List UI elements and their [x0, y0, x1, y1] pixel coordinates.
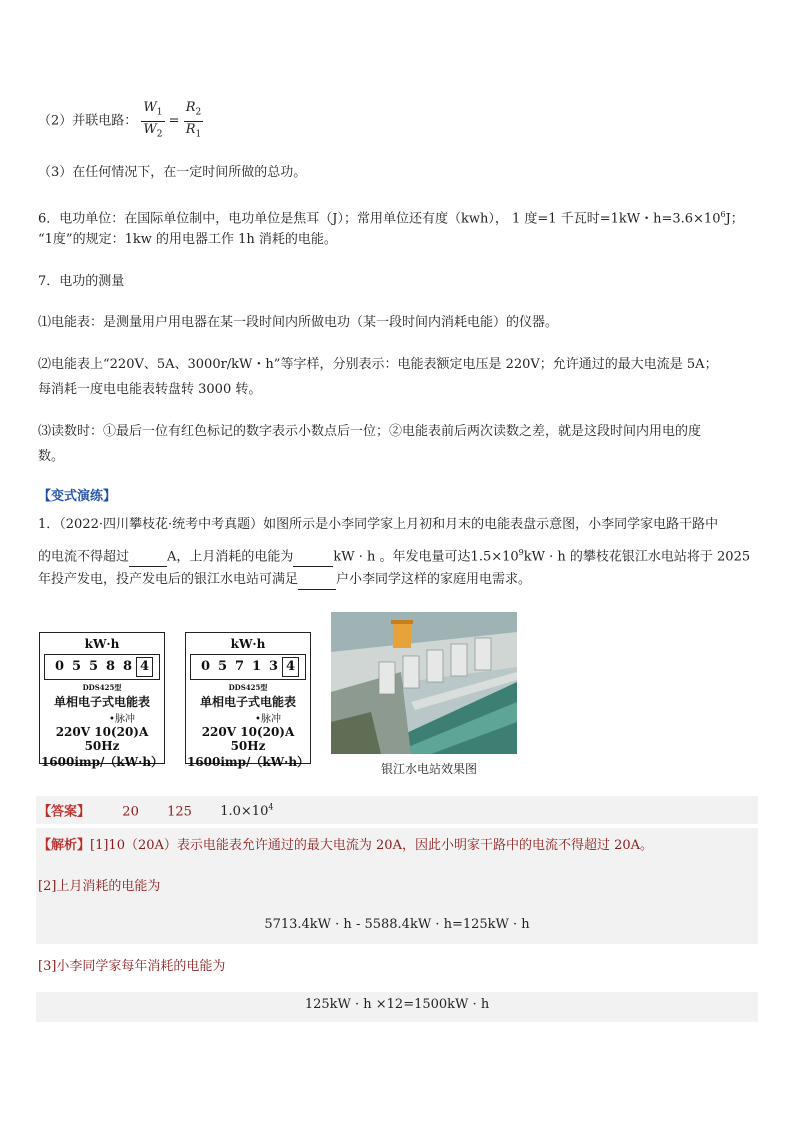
meter-spec: 220V 10(20)A 50Hz — [55, 725, 149, 753]
equals-sign: = — [168, 113, 180, 129]
meter-digit: 0 — [197, 657, 214, 677]
meter-digit: 7 — [231, 657, 248, 677]
meter-digit: 8 — [119, 657, 136, 677]
item-7-3-line1: ⑶读数时：①最后一位有红色标记的数字表示小数点后一位；②电能表前后两次读数之差，就是这段时间内用电的度 — [38, 424, 702, 439]
formula-label: （2）并联电路： — [38, 113, 138, 129]
item-7-title: 7．电功的测量 — [38, 274, 125, 289]
meter-name: 单相电子式电能表 — [199, 695, 296, 709]
answer-value-3: $1.0\times 10^4$ — [220, 803, 274, 820]
meter-digit: 5 — [68, 657, 85, 677]
analysis-line3: [3]小李同学家每年消耗的电能为 — [38, 959, 226, 974]
item-3: （3）在任何情况下，在一定时间所做的总功。 — [38, 165, 307, 180]
question-line2: 的电流不得超过 A，上月消耗的电能为 kW · h 。年发电量可达$1.5\times 10^9kW \cdot h$ 的攀枝花银江水电站将于 2025 — [38, 543, 750, 567]
meter-constant: 1600imp/（kW·h） — [40, 755, 164, 769]
section-title: 【变式演练】 — [38, 489, 117, 504]
question-line3: 年投产发电，投产发电后的银江水电站可满足 户小李同学这样的家庭用电需求。 — [38, 570, 531, 590]
meter-pulse: •脉冲 — [255, 714, 281, 725]
fraction-r: $\frac{R_2}{R_1}$ — [185, 100, 202, 140]
meter-constant: 1600imp/（kW·h） — [186, 755, 310, 769]
item-7-3-line2: 数。 — [38, 449, 65, 464]
answer-blank-1[interactable] — [129, 552, 167, 567]
meter-name: 单相电子式电能表 — [53, 695, 150, 709]
photo-caption: 银江水电站效果图 — [381, 762, 478, 776]
meter-digit: 8 — [102, 657, 119, 677]
answer-line — [38, 798, 273, 822]
meter-digit: 3 — [265, 657, 282, 677]
electricity-meter-start — [39, 632, 165, 769]
fraction-w: $\frac{W_1}{W_2}$ — [143, 100, 163, 140]
answer-label: 【答案】 — [38, 804, 91, 820]
hydropower-station-image — [331, 612, 517, 754]
analysis-line1: 【解析】[1]10（20A）表示电能表允许通过的最大电流为 20A，因此小明家干路中的电流不得超过 20A。 — [38, 838, 654, 853]
item-6-line2: “1度”的规定：1kw 的用电器工作 1h 消耗的电能。 — [38, 232, 337, 247]
dam-illustration — [331, 612, 517, 754]
answer-blank-3[interactable] — [298, 575, 336, 590]
answer-value-2: 125 — [167, 804, 192, 820]
meter-pulse: •脉冲 — [109, 714, 135, 725]
analysis-equation-2: 125kW · h ×12=1500kW · h — [304, 997, 490, 1012]
meter-digit-decimal: 4 — [282, 657, 299, 677]
item-6-line1: 6．电功单位：在国际单位制中，电功单位是焦耳（J）；常用单位还有度（kwh）， 1 度=1 千瓦时=1kW・$h=3.6\times 10^6J$； — [38, 210, 744, 227]
meter-digit: 5 — [85, 657, 102, 677]
meter-model: DDS425型 — [82, 683, 122, 692]
meter-digit: 1 — [248, 657, 265, 677]
meter-digit: 0 — [51, 657, 68, 677]
item-7-2-line1: ⑵电能表上“220V、5A、3000r/kW・h”等字样，分别表示：电能表额定电压是 220V；允许通过的最大电流是 5A； — [38, 357, 718, 372]
meter-unit: kW·h — [230, 637, 266, 651]
meter-digits — [44, 654, 160, 680]
formula-line — [38, 100, 203, 142]
analysis-equation-1: 5713.4kW · h - 5588.4kW · h=125kW · h — [264, 917, 530, 932]
analysis-line2: [2]上月消耗的电能为 — [38, 879, 161, 894]
meter-digit: 5 — [214, 657, 231, 677]
analysis-label: 【解析】 — [38, 838, 91, 853]
meter-spec: 220V 10(20)A 50Hz — [201, 725, 295, 753]
meter-model: DDS425型 — [228, 683, 268, 692]
meter-digits — [190, 654, 306, 680]
question-line1: 1．（2022·四川攀枝花·统考中考真题）如图所示是小李同学家上月初和月末的电能表盘示意图，小李同学家电路干路中 — [38, 517, 719, 532]
item-7-1: ⑴电能表：是测量用户用电器在某一段时间内所做电功（某一段时间内消耗电能）的仪器。 — [38, 315, 559, 330]
answer-blank-2[interactable] — [293, 552, 333, 567]
meter-unit: kW·h — [84, 637, 120, 651]
electricity-meter-end — [185, 632, 311, 769]
item-7-2-line2: 每消耗一度电电能表转盘转 3000 转。 — [38, 382, 262, 397]
answer-value-1: 20 — [122, 804, 139, 820]
meter-digit-decimal: 4 — [136, 657, 153, 677]
